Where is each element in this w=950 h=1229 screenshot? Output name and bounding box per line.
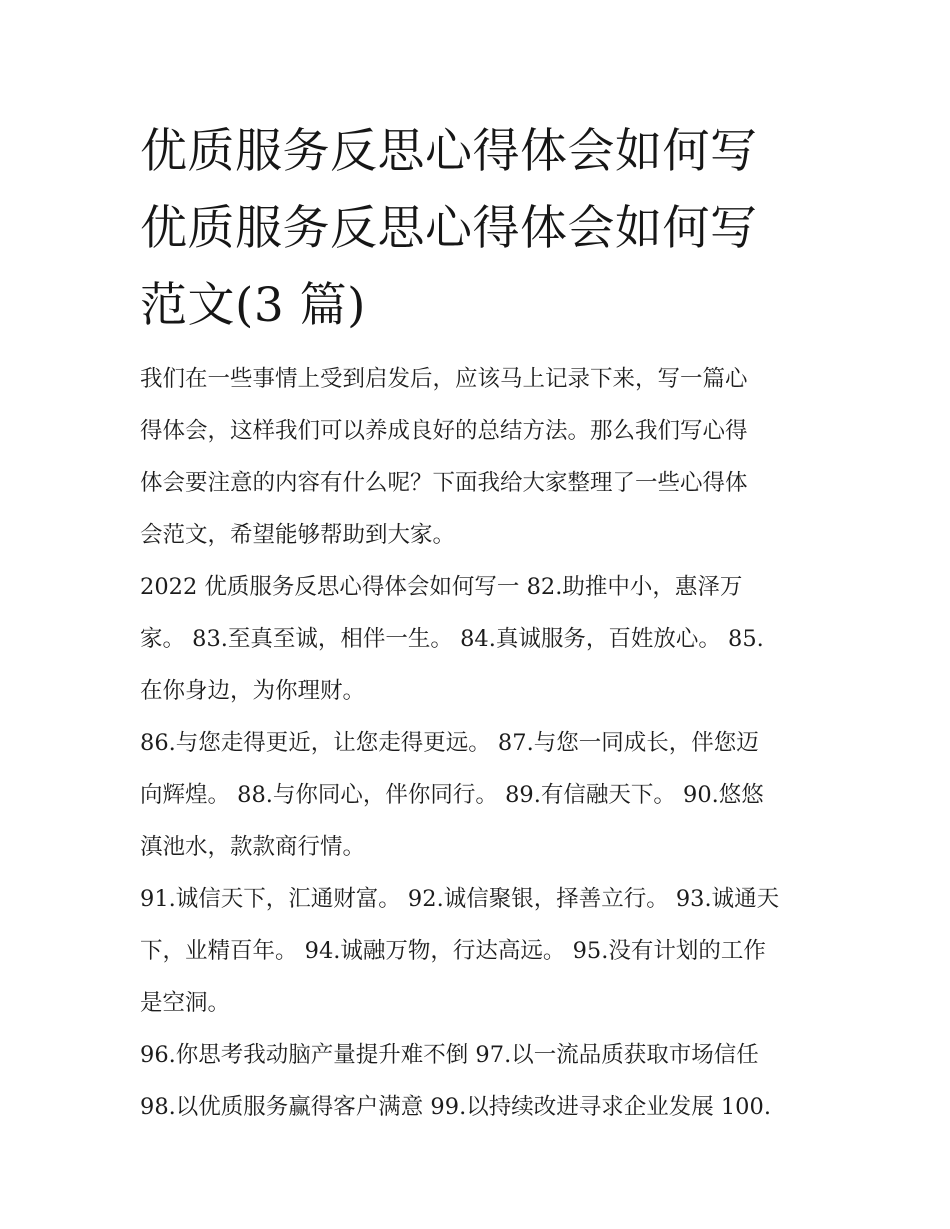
paragraph-slogans-4: [140, 1029, 820, 1133]
text-line: 体会要注意的内容有什么呢？下面我给大家整理了一些心得体: [140, 470, 748, 496]
text-line: 向辉煌。 88.与你同心，伴你同行。 89.有信融天下。 90.悠悠: [140, 782, 764, 808]
paragraph-slogans-1: [140, 561, 820, 717]
text-line: 下，业精百年。 94.诚融万物，行达高远。 95.没有计划的工作: [140, 938, 766, 964]
text-line: 98.以优质服务赢得客户满意 99.以持续改进寻求企业发展 100.: [140, 1094, 771, 1120]
document-title: [140, 113, 820, 344]
document-body: [140, 353, 820, 1133]
text-line: 会范文，希望能够帮助到大家。: [140, 522, 456, 548]
text-line: 在你身边，为你理财。: [140, 678, 366, 704]
paragraph-slogans-3: [140, 873, 820, 1029]
text-line: 我们在一些事情上受到启发后，应该马上记录下来，写一篇心: [140, 366, 748, 392]
title-line: 优质服务反思心得体会如何写: [140, 201, 758, 256]
paragraph-slogans-2: [140, 717, 820, 873]
text-line: 86.与您走得更近，让您走得更远。 87.与您一同成长，伴您迈: [140, 730, 759, 756]
title-line: 优质服务反思心得体会如何写: [140, 124, 758, 179]
text-line: 96.你思考我动脑产量提升难不倒 97.以一流品质获取市场信任: [140, 1042, 759, 1068]
text-line: 得体会，这样我们可以养成良好的总结方法。那么我们写心得: [140, 418, 748, 444]
text-line: 91.诚信天下，汇通财富。 92.诚信聚银，择善立行。 93.诚通天: [140, 886, 780, 912]
title-line: 范文(3 篇): [140, 278, 367, 333]
text-line: 是空洞。: [140, 990, 231, 1016]
paragraph-intro: [140, 353, 820, 561]
text-line: 家。 83.至真至诚，相伴一生。 84.真诚服务，百姓放心。 85.: [140, 626, 764, 652]
text-line: 2022 优质服务反思心得体会如何写一 82.助推中小，惠泽万: [140, 574, 743, 600]
text-line: 滇池水，款款商行情。: [140, 834, 366, 860]
